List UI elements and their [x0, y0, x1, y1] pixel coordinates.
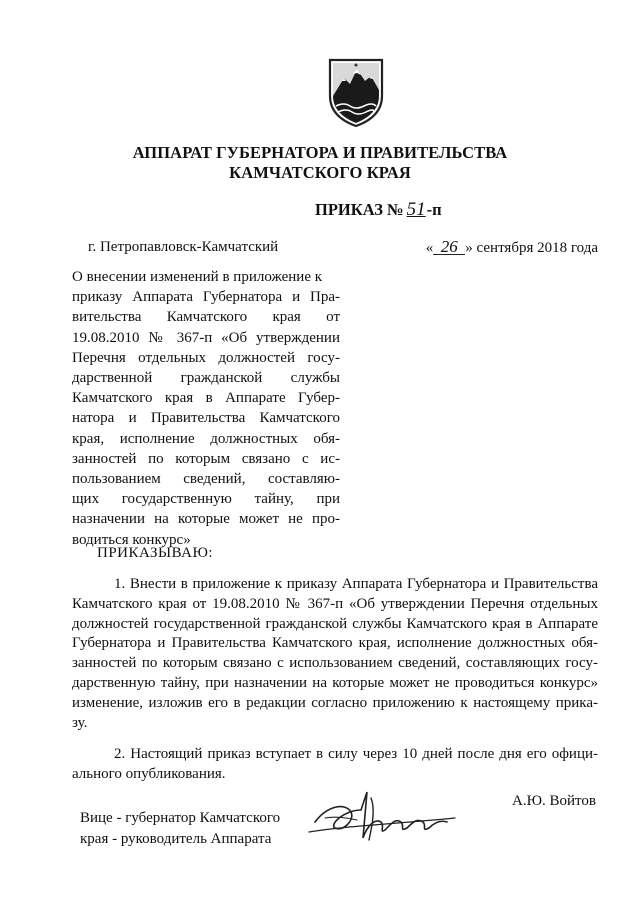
item-2-line: ального опубликования.	[72, 766, 226, 783]
signatory-name: А.Ю. Войтов	[512, 793, 596, 809]
subject-line: пользованием сведений, составляю-	[72, 471, 340, 488]
item-1-line: Губернатора и Правительства Камчатского края, исполнение должностных обя-	[72, 635, 598, 652]
date-day-handwritten: 26	[433, 239, 465, 255]
subject-line: занностей по которым связано с ис-	[72, 450, 340, 467]
subject-line: приказу Аппарата Губернатора и Пра-	[72, 289, 340, 306]
kamchatka-coat-of-arms-icon	[324, 56, 388, 128]
item-1-line: зу.	[72, 714, 88, 731]
item-2-line: 2. Настоящий приказ вступает в силу через 10 дней после дня его офици-	[114, 746, 598, 763]
date-quote-close: »	[465, 240, 473, 256]
position-line-1: Вице - губернатор Камчатского	[80, 810, 281, 826]
signatory-position	[80, 808, 280, 850]
subject-line: 19.08.2010 № 367-п «Об утверждении	[72, 329, 340, 346]
item-1-line: дарственную тайну, при назначении на которые может не проводиться конкурс»	[72, 674, 598, 691]
subject-line: Перечня отдельных должностей госу-	[72, 349, 340, 366]
order-date	[426, 239, 598, 257]
subject-line: водиться конкурс»	[72, 531, 191, 548]
item-1-line: Камчатского края от 19.08.2010 № 367-п «Об утверждении Перечня отдельных	[72, 595, 598, 612]
position-line-2: края - руководитель Аппарата	[80, 831, 272, 847]
subject-line: натора и Правительства Камчатского	[72, 410, 340, 427]
item-1-line: 1. Внести в приложение к приказу Аппарата Губернатора и Правительства	[114, 576, 598, 592]
subject-line: щих государственную тайну, при	[72, 491, 340, 508]
subject-line: дарственной гражданской службы	[72, 370, 340, 387]
order-subject	[72, 267, 340, 550]
order-heading	[315, 199, 442, 221]
subject-line: вительства Камчатского края от	[72, 309, 340, 326]
org-title-line-2: КАМЧАТСКОГО КРАЯ	[229, 163, 411, 182]
order-number-handwritten: 51	[406, 199, 426, 220]
item-1-line: изменение, изложив его в редакции согласно приложению к настоящему прика-	[72, 694, 598, 711]
date-month-year: сентября 2018 года	[472, 240, 598, 256]
order-suffix: -п	[426, 200, 442, 219]
subject-line: О внесении изменений в приложение к	[72, 269, 323, 285]
subject-line: Камчатского края в Аппарате Губер-	[72, 390, 340, 407]
orders-heading: ПРИКАЗЫВАЮ:	[97, 545, 214, 561]
handwritten-signature	[305, 788, 465, 850]
organization-title	[0, 143, 640, 183]
item-1-line: занностей по которым связано с использованием сведений, составляющих госу-	[72, 655, 598, 672]
org-title-line-1: АППАРАТ ГУБЕРНАТОРА И ПРАВИТЕЛЬСТВА	[132, 143, 508, 162]
city-line: г. Петропавловск-Камчатский	[88, 239, 279, 255]
paragraph-gap	[72, 733, 598, 745]
date-quote-open: «	[425, 240, 434, 256]
subject-line: назначении на которые может не про-	[72, 511, 340, 528]
subject-line: края, исполнение должностных обя-	[72, 430, 340, 447]
order-body	[72, 575, 598, 785]
order-prefix: ПРИКАЗ №	[315, 200, 404, 219]
item-1-line: должностей государственной гражданской службы Камчатского края в Аппарате	[72, 615, 598, 632]
